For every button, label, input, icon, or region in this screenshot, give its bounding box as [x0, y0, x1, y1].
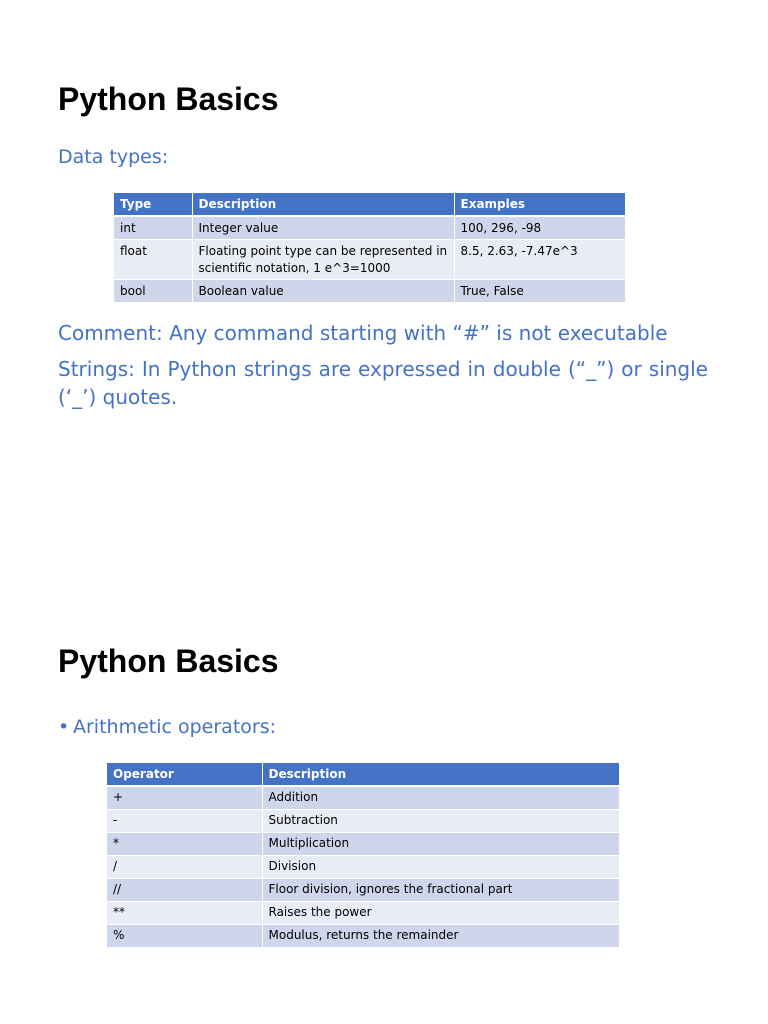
data-types-table [114, 193, 625, 303]
page-title-2: Python Basics [58, 643, 279, 679]
type-cell: bool [114, 280, 192, 303]
table-row [107, 833, 619, 856]
table-row [107, 856, 619, 879]
table-row [107, 810, 619, 833]
operator-cell: * [107, 833, 262, 856]
examples-cell: True, False [454, 280, 625, 303]
description-cell: Raises the power [262, 902, 619, 925]
table-row [107, 786, 619, 810]
operator-cell: + [107, 786, 262, 810]
description-cell: Multiplication [262, 833, 619, 856]
operator-cell: - [107, 810, 262, 833]
arithmetic-operators-heading [58, 715, 276, 739]
type-cell: float [114, 240, 192, 280]
description-cell: Boolean value [192, 280, 454, 303]
operator-cell: / [107, 856, 262, 879]
arithmetic-operators-table [107, 763, 619, 948]
column-header-description: Description [192, 193, 454, 216]
column-header-examples: Examples [454, 193, 625, 216]
column-header-type: Type [114, 193, 192, 216]
operator-cell: ** [107, 902, 262, 925]
description-cell: Floor division, ignores the fractional part [262, 879, 619, 902]
description-cell: Subtraction [262, 810, 619, 833]
table-row [114, 280, 625, 303]
table-header-row [107, 763, 619, 786]
table-header-row [114, 193, 625, 216]
column-header-operator: Operator [107, 763, 262, 786]
type-cell: int [114, 216, 192, 240]
bullet-icon: • [58, 716, 70, 738]
arithmetic-operators-label: Arithmetic operators: [73, 716, 277, 738]
column-header-description: Description [262, 763, 619, 786]
table-row [107, 925, 619, 948]
strings-text: Strings: In Python strings are expressed in double (“_”) or single (‘_’) quotes. [58, 357, 708, 409]
page-title: Python Basics [58, 81, 279, 117]
description-cell: Floating point type can be represented in scientific notation, 1 e^3=1000 [192, 240, 454, 280]
table-row [107, 879, 619, 902]
operator-cell: % [107, 925, 262, 948]
examples-cell: 8.5, 2.63, -7.47e^3 [454, 240, 625, 280]
operator-cell: // [107, 879, 262, 902]
description-cell: Addition [262, 786, 619, 810]
table-row [107, 902, 619, 925]
comment-text: Comment: Any command starting with “#” is not executable [58, 321, 668, 345]
table-row [114, 216, 625, 240]
table-row [114, 240, 625, 280]
description-cell: Modulus, returns the remainder [262, 925, 619, 948]
description-cell: Integer value [192, 216, 454, 240]
data-types-heading: Data types: [58, 146, 169, 168]
examples-cell: 100, 296, -98 [454, 216, 625, 240]
description-cell: Division [262, 856, 619, 879]
